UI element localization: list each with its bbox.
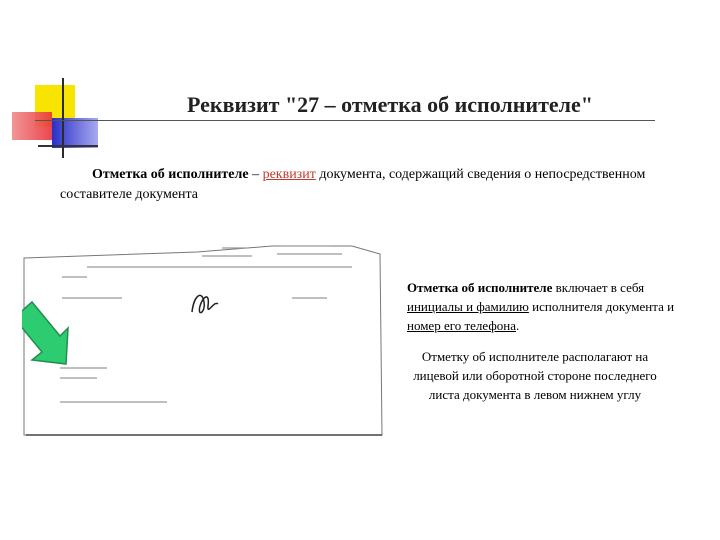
explanation-text-a: включает в себя: [552, 280, 645, 295]
decor-short-line: [38, 145, 98, 147]
explanation-paragraph-2: Отметку об исполнителе располагают на лицевой или оборотной стороне последнего листа документа в левом нижнем углу: [413, 349, 657, 402]
initials-surname-text: инициалы и фамилию: [407, 299, 529, 314]
explanation-block: [407, 278, 692, 416]
phone-number-text: номер его телефона: [407, 318, 517, 333]
explanation-paragraph-1: [407, 278, 692, 335]
explanation-text-b: исполнителя документа и: [528, 299, 675, 314]
decor-blue-square: [52, 118, 98, 148]
title-underline: [35, 120, 655, 121]
definition-text: [60, 165, 685, 205]
definition-dash: –: [248, 167, 263, 182]
explanation-term: Отметка об исполнителе: [407, 280, 553, 295]
requisite-link[interactable]: реквизит: [262, 167, 316, 182]
definition-rest: документа, содержащий сведения о непосредственном составителе документа: [60, 167, 646, 202]
slide-title: Реквизит "27 – отметка об исполнителе": [186, 92, 593, 117]
definition-term: Отметка об исполнителе: [92, 167, 249, 182]
document-sample-image: [22, 240, 387, 440]
explanation-text-c: .: [516, 318, 520, 333]
